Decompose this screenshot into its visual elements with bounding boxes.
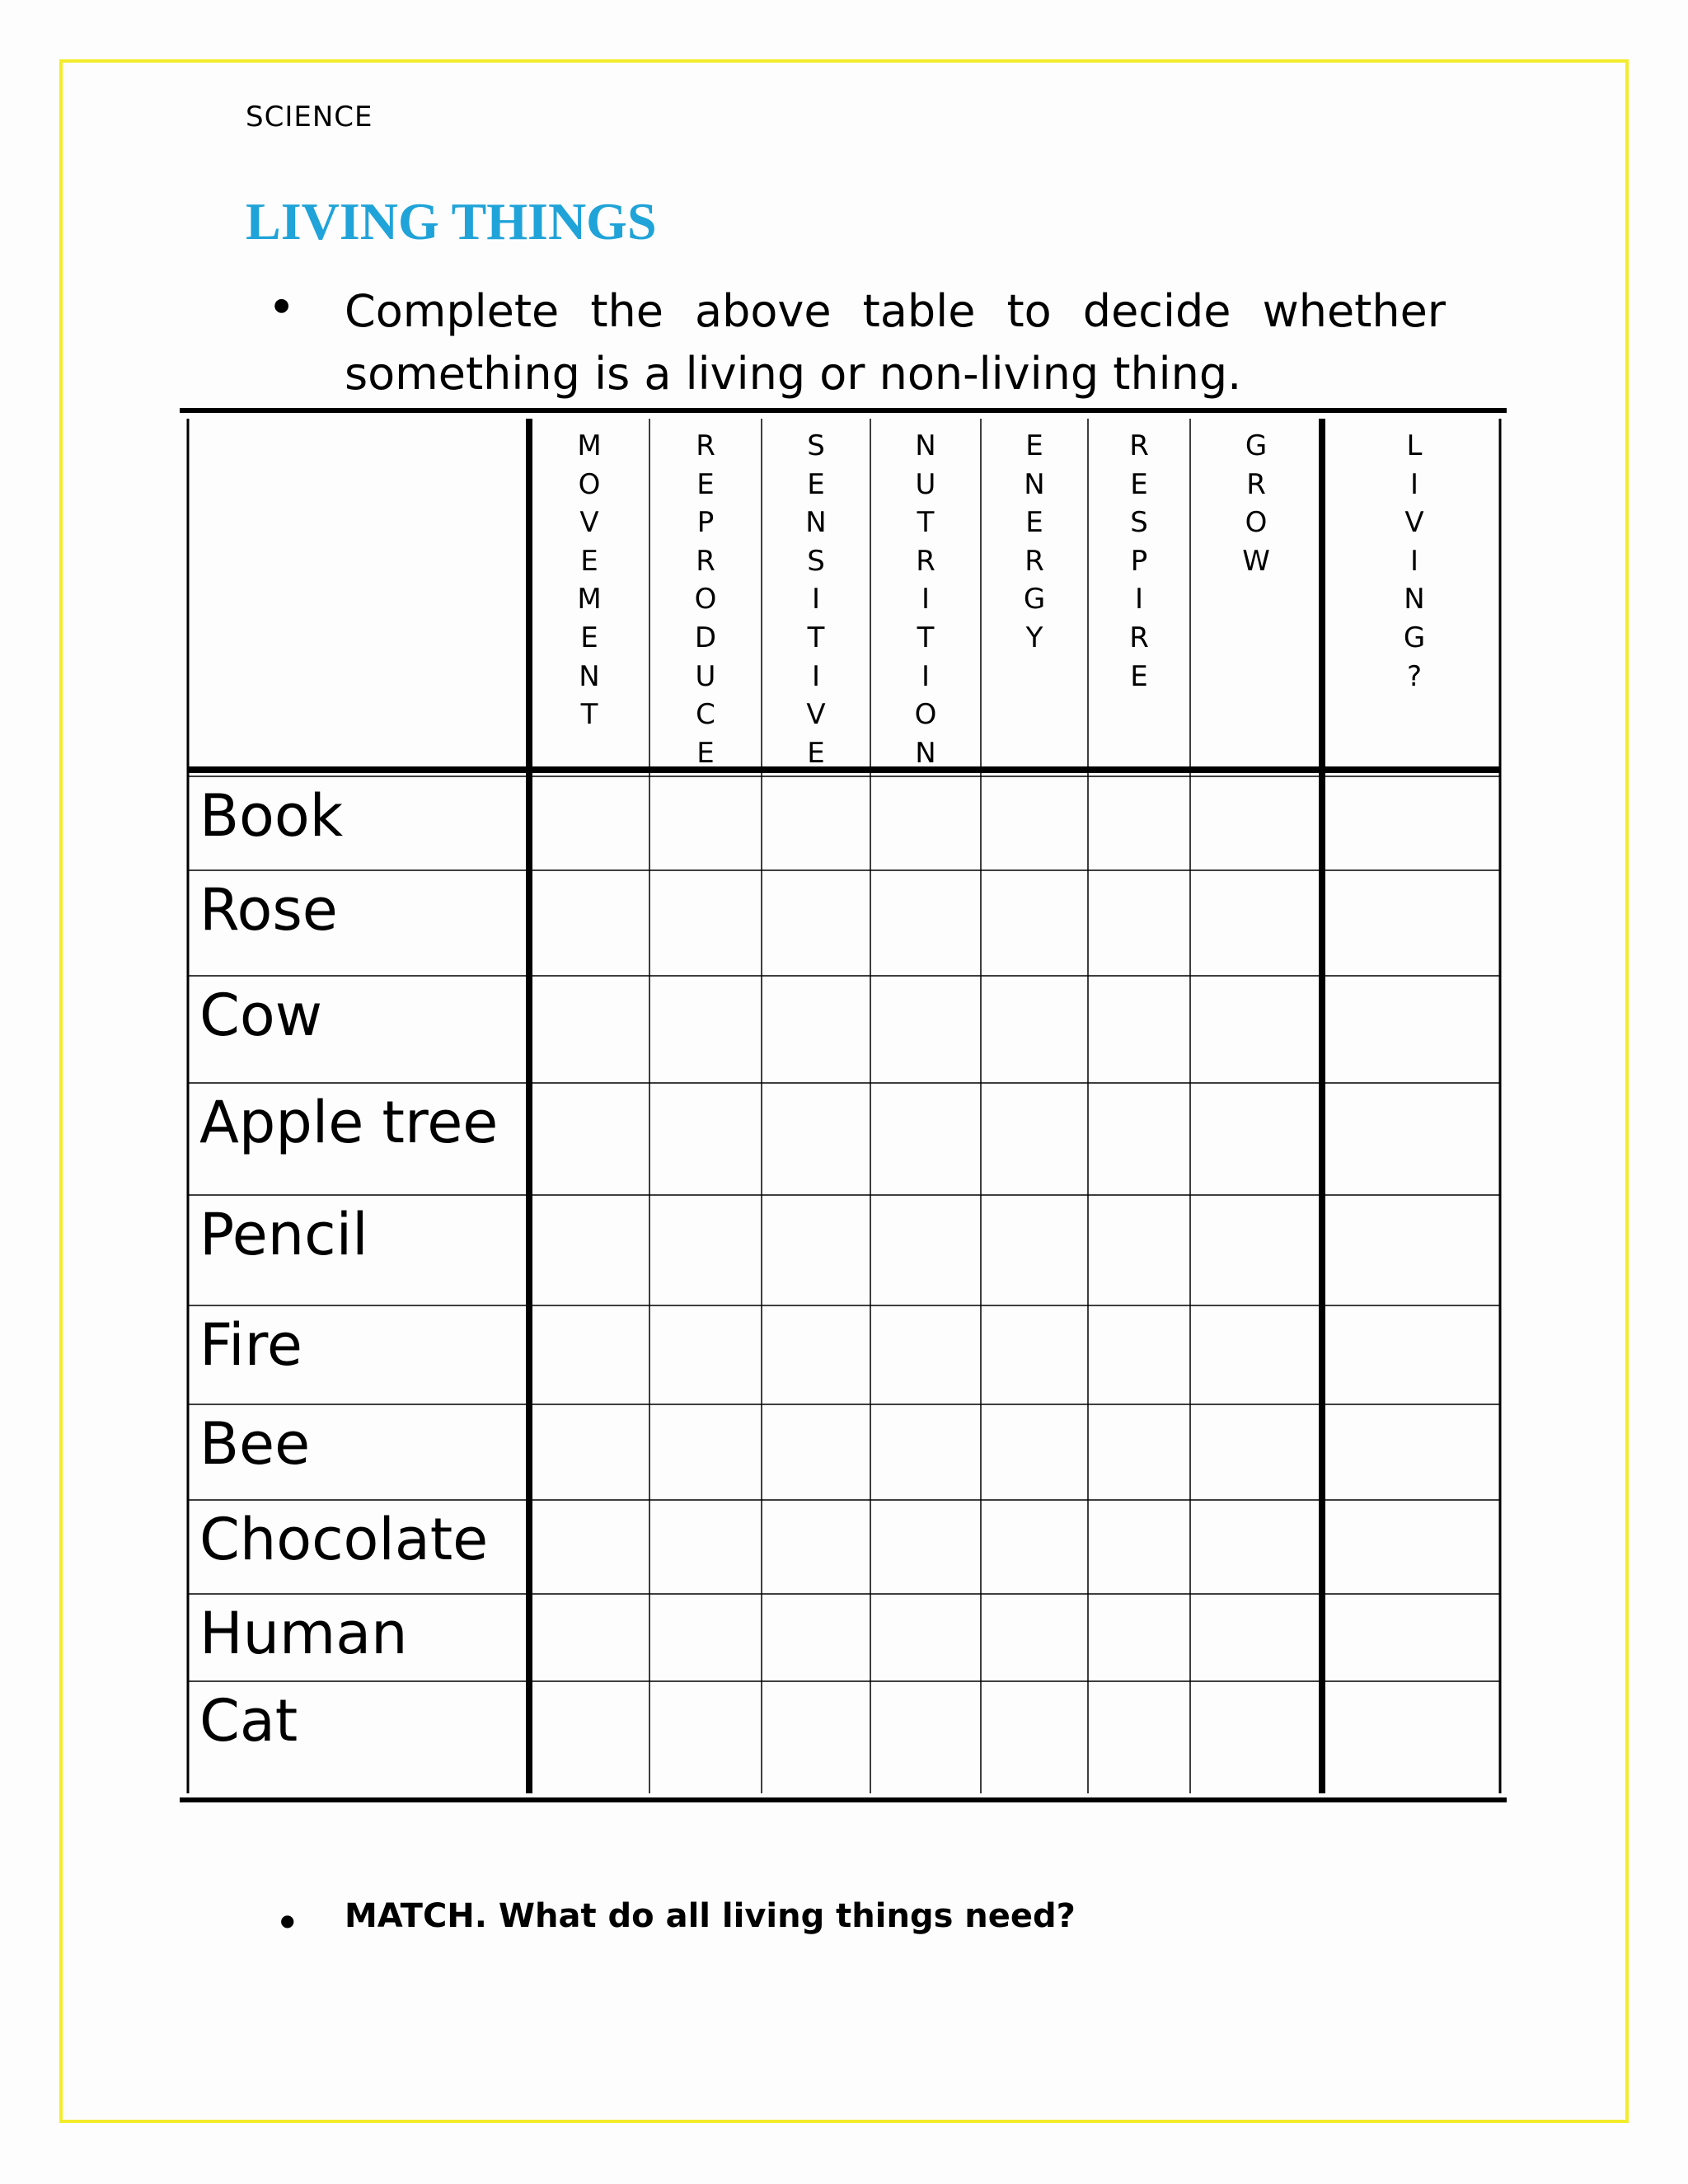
row-label-book: Book xyxy=(199,782,344,850)
column-header-sensitive: S E N S I T I V E xyxy=(805,429,827,770)
instruction-text: Complete the above table to decide whether something is a living or non-living thing. xyxy=(345,285,1446,400)
column-header-respire: R E S P I R E xyxy=(1129,429,1149,693)
bullet-icon: ● xyxy=(280,1910,295,1930)
row-label-human: Human xyxy=(199,1600,408,1667)
column-header-reproduce: R E P R O D U C E xyxy=(694,429,717,770)
living-things-table xyxy=(180,407,1507,1803)
column-header-movement: M O V E M E N T xyxy=(577,429,602,732)
column-header-living: L I V I N G ? xyxy=(1403,429,1426,693)
column-header-nutrition: N U T R I T I O N xyxy=(914,429,937,770)
row-label-rose: Rose xyxy=(199,876,338,944)
row-label-cow: Cow xyxy=(199,982,322,1049)
column-header-grow: G R O W xyxy=(1242,429,1270,578)
bullet-icon: ● xyxy=(274,295,290,316)
row-label-fire: Fire xyxy=(199,1311,302,1379)
subject-label: SCIENCE xyxy=(246,101,373,134)
page-title: LIVING THINGS xyxy=(246,192,657,251)
row-label-cat: Cat xyxy=(199,1687,298,1755)
row-label-bee: Bee xyxy=(199,1410,311,1478)
row-label-apple-tree: Apple tree xyxy=(199,1089,499,1156)
match-prompt: MATCH. What do all living things need? xyxy=(345,1897,1076,1935)
row-label-chocolate: Chocolate xyxy=(199,1506,489,1573)
row-label-pencil: Pencil xyxy=(199,1201,368,1268)
column-header-energy: E N E R G Y xyxy=(1023,429,1046,654)
